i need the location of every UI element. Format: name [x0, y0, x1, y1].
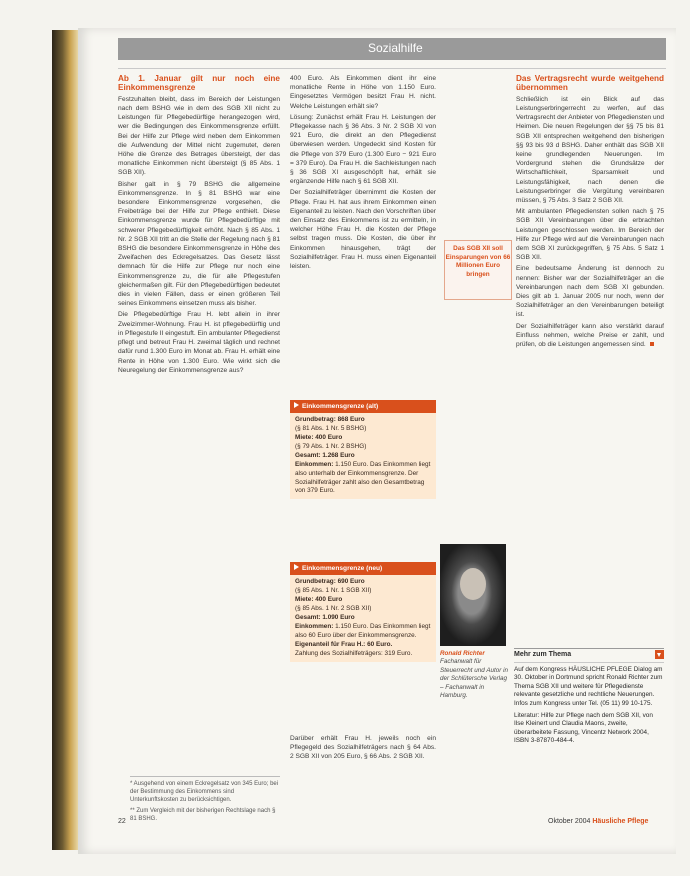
arrow-right-icon	[294, 402, 299, 408]
line-value: 1.090 Euro	[322, 614, 355, 622]
paragraph: Bisher galt in § 79 BSHG die allgemeine Einkommensgrenze. In § 81 BSHG war eine besondere Einkommensgrenze vorgesehen, die Freibeträge bei der Hilfe zur Pflege enthielt. Diese Einkommensgrenze wurde für Pflegebedürftige mit schwerer Pflegebedürftigkeit erhöht. Nach § 85 Abs. 1 Nr. 2 SGB XII tritt an die Stelle der Regelung nach § 81 BSHG die besondere Einkommensgrenze in Höhe des Zweifachen des Eckregelsatzes. Das Gesetz lässt demnach für die Hilfe zur Pflege nur noch eine Einkommensgrenze zu, die für alle Pflegestufen gleichermaßen gilt. Für den Pflegebedürftigen bedeutet dies in vielen Fällen, dass er einen größeren Teil seines Einkommens einsetzen muss als bisher.	[118, 180, 280, 308]
box-title-bar	[290, 400, 436, 413]
expand-icon	[655, 650, 664, 659]
line-label: Grundbetrag:	[295, 578, 338, 585]
box-title-bar	[290, 562, 436, 575]
infobox-heading	[514, 648, 664, 663]
line-value: 690 Euro	[337, 578, 365, 585]
section-header	[118, 38, 666, 60]
column-2-after-box	[290, 734, 436, 764]
income-limit-old-box	[290, 400, 436, 499]
header-rule	[118, 68, 666, 69]
author-photo	[440, 544, 506, 646]
issue-date: Oktober 2004	[548, 818, 591, 825]
more-on-topic-box	[514, 648, 664, 749]
line-label: Einkommen:	[295, 461, 336, 469]
line-value: 868 Euro	[337, 416, 365, 423]
infobox-title: Mehr zum Thema	[514, 651, 572, 658]
line-label: Eigenanteil für Frau H.:	[295, 641, 368, 649]
paragraph: 400 Euro. Als Einkommen dient ihr eine monatliche Rente in Höhe von 1.150 Euro. Eingesetztes Vermögen besitzt Frau H. nicht. Welche Leistungen erhält sie?	[290, 75, 436, 110]
column-1	[118, 74, 280, 377]
author-description: Fachanwalt für Steuerrecht und Autor in der Schlütersche Verlag – Fachanwalt in Hamburg.	[440, 658, 509, 700]
footnote-text: ** Zum Vergleich mit der bisherigen Rechtslage nach § 81 BSHG.	[130, 808, 276, 822]
line-label: Gesamt:	[295, 452, 323, 460]
box-content	[290, 575, 436, 662]
paragraph: Lösung: Zunächst erhält Frau H. Leistungen der Pflegekasse nach § 36 Abs. 3 Nr. 2 SGB XI von 921 Euro, die direkt an den Pflegedienst überwiesen werden. Ungedeckt sind Kosten für die Pflege von 379 Euro (1.300 Euro − 921 Euro = 379 Euro). Da Frau H. die Sachleistungen nach § 36 SGB XI ausgeschöpft hat, erhält sie ergänzende Hilfe nach § 61 SGB XII.	[290, 113, 436, 186]
line-label: Miete:	[295, 596, 316, 604]
line-value: 60 Euro.	[367, 641, 393, 649]
column-2	[290, 74, 436, 273]
paragraph: Die Pflegebedürftige Frau H. lebt allein in ihrer Zweizimmer-Wohnung. Frau H. ist pflegebedürftig und in Pflegestufe II eingestuft. Ein ambulanter Pflegedienst pflegt und betreut Frau H. zweimal täglich und rechnet dafür rund 1.300 Euro im Monat ab. Frau H. erhält eine Rente in Höhe von 1.300 Euro. Wie wirkt sich die Neuregelung der Einkommensgrenze aus?	[118, 311, 281, 374]
line-label: Miete:	[295, 434, 316, 442]
infobox-item: Literatur: Hilfe zur Pflege nach dem SGB XII, von Ilse Kleinert und Claudia Maons, zweite, überarbeitete Fassung, Vincentz Network 2004, ISBN 3-87870-484-4.	[514, 711, 653, 745]
pull-quote: Das SGB XII soll Einsparungen von 66 Millionen Euro bringen	[444, 240, 512, 300]
line-value: (§ 85 Abs. 1 Nr. 2 SGB XII)	[295, 605, 372, 613]
paragraph: Der Sozialhilfeträger übernimmt die Kosten der Pflege. Frau H. hat aus ihrem Einkommen einen Eigenanteil zu leisten. Nach den Vorschriften über den Einsatz des Einkommens ist zu ermitteln, in welcher Höhe Frau H. die Kosten der Pflege selbst tragen muss. Die Kosten, die über ihr Einkommen hinausgehen, trägt der Sozialhilfeträger. Frau H. muss einen Eigenanteil leisten.	[290, 189, 436, 271]
line-value: 400 Euro	[315, 434, 343, 442]
arrow-right-icon	[294, 564, 299, 570]
paragraph: Festzuhalten bleibt, dass im Bereich der Leistungen nach dem BSHG wie in dem des SGB XII nicht zu Leistungen für Pflegebedürftige herangezogen wird, wer die Bedingungen des Einkommensgrenze erfüllt. Bei der Hilfe zur Pflege wird neben dem Einkommen die Aufwendung der Mittel nicht zugemutet, deren Höhe die Grenze des Betrages übersteigt, der das monatliche Einkommen nicht übersteigt (§ 85 Abs. 1 SGB XII).	[118, 95, 280, 177]
column-3-heading: Das Vertragsrecht wurde weitgehend übernommen	[516, 74, 664, 93]
paragraph: Mit ambulanten Pflegediensten sollen nach § 75 SGB XII Vereinbarungen über die erbrachten Leistungen geschlossen werden. Im Bereich der Hilfe zur Pflege wird auf die Vereinbarungen nach dem SGB XI zurückgegriffen, § 75 Abs. 5 Satz 1 SGB XII.	[516, 208, 664, 262]
line-value: (§ 81 Abs. 1 Nr. 5 BSHG)	[295, 425, 367, 433]
infobox-item: Auf dem Kongress HÄUSLICHE PFLEGE Dialog am 30. Oktober in Dortmund spricht Ronald Richter zum Thema SGB XII und weitere für Pflegedienste relevante gesetzliche und rechtliche Neuerungen. Infos zum Kongress unter Tel. (05 11) 99 10-175.	[514, 665, 663, 707]
magazine-page	[78, 28, 676, 854]
box-title: Einkommensgrenze (alt)	[302, 403, 379, 410]
line-value: 1.268 Euro	[322, 452, 355, 460]
photo-caption	[440, 650, 510, 700]
end-of-article-mark	[650, 342, 654, 346]
box-content	[290, 413, 436, 499]
paragraph-text: Der Sozialhilfeträger kann also verstärkt darauf Einfluss nehmen, welche Preise er zahlt, und prüfen, ob die Leistungen angemessen sind.	[516, 322, 664, 349]
footnote-text: * Ausgehend von einem Eckregelsatz von 345 Euro; bei der Bestimmung des Einkommens sind Unterkunftskosten zu berücksichtigen.	[130, 781, 279, 803]
line-label: Einkommen:	[295, 623, 336, 631]
line-value: (§ 85 Abs. 1 Nr. 1 SGB XII)	[295, 587, 372, 595]
paragraph	[516, 322, 664, 350]
line-value: Zahlung des Sozialhilfeträgers: 319 Euro.	[295, 650, 413, 658]
paragraph: Eine bedeutsame Änderung ist dennoch zu nennen: Bisher war der Sozialhilfeträger an die Vereinbarungen nach dem SGB XI gebunden. Dies gilt ab 1. Januar 2005 nur noch, wenn der Sozialhilfeträger an den Vereinbarungen beteiligt ist.	[516, 265, 664, 319]
line-value: 1.150 Euro. Das Einkommen liegt also unterhalb der Einkommensgrenze. Der Sozialhilfeträger zahlt also den Gesamtbetrag von 379 Euro.	[295, 461, 431, 495]
line-value: (§ 79 Abs. 1 Nr. 2 BSHG)	[295, 443, 367, 451]
paragraph: Schließlich ist ein Blick auf das Leistungserbringerrecht zu werfen, auf das Vertragsrecht der Anbieter von Pflegediensten und Heimen. Die neuen Regelungen der §§ 75 bis 81 SGB XII entsprechen weitgehend den bisherigen §§ 93 bis 93 d BSHG. Daher enthält das SGB XII keine grundlegenden Neuerungen. Im Vordergrund stehen die Grundsätze der Wirtschaftlichkeit, Sparsamkeit und Leistungsfähigkeit, nach denen die Leistungserbringer die Vergütung vereinbaren müssen, § 75 Abs. 3 Satz 2 SGB XII.	[516, 95, 664, 205]
book-spine-edge	[52, 30, 78, 850]
line-value: 1.150 Euro. Das Einkommen liegt also 60 Euro über der Einkommensgrenze.	[295, 623, 431, 640]
paragraph: Darüber erhält Frau H. jeweils noch ein Pflegegeld des Sozialhilfeträgers nach § 64 Abs. 2 SGB XII von 205 Euro, § 66 Abs. 2 SGB XII.	[290, 735, 436, 761]
box-title: Einkommensgrenze (neu)	[302, 565, 383, 572]
line-value: 400 Euro	[315, 596, 343, 604]
section-title: Sozialhilfe	[368, 41, 423, 55]
income-limit-new-box	[290, 562, 436, 662]
footer-right	[548, 818, 648, 825]
footnote	[130, 776, 280, 823]
line-label: Gesamt:	[295, 614, 323, 622]
magazine-brand: Häusliche Pflege	[592, 818, 649, 825]
column-3	[516, 74, 664, 351]
author-name: Ronald Richter	[440, 650, 485, 657]
page-number: 22	[118, 818, 126, 825]
column-1-heading: Ab 1. Januar gilt nur noch eine Einkommensgrenze	[118, 74, 280, 93]
line-label: Grundbetrag:	[295, 416, 338, 423]
